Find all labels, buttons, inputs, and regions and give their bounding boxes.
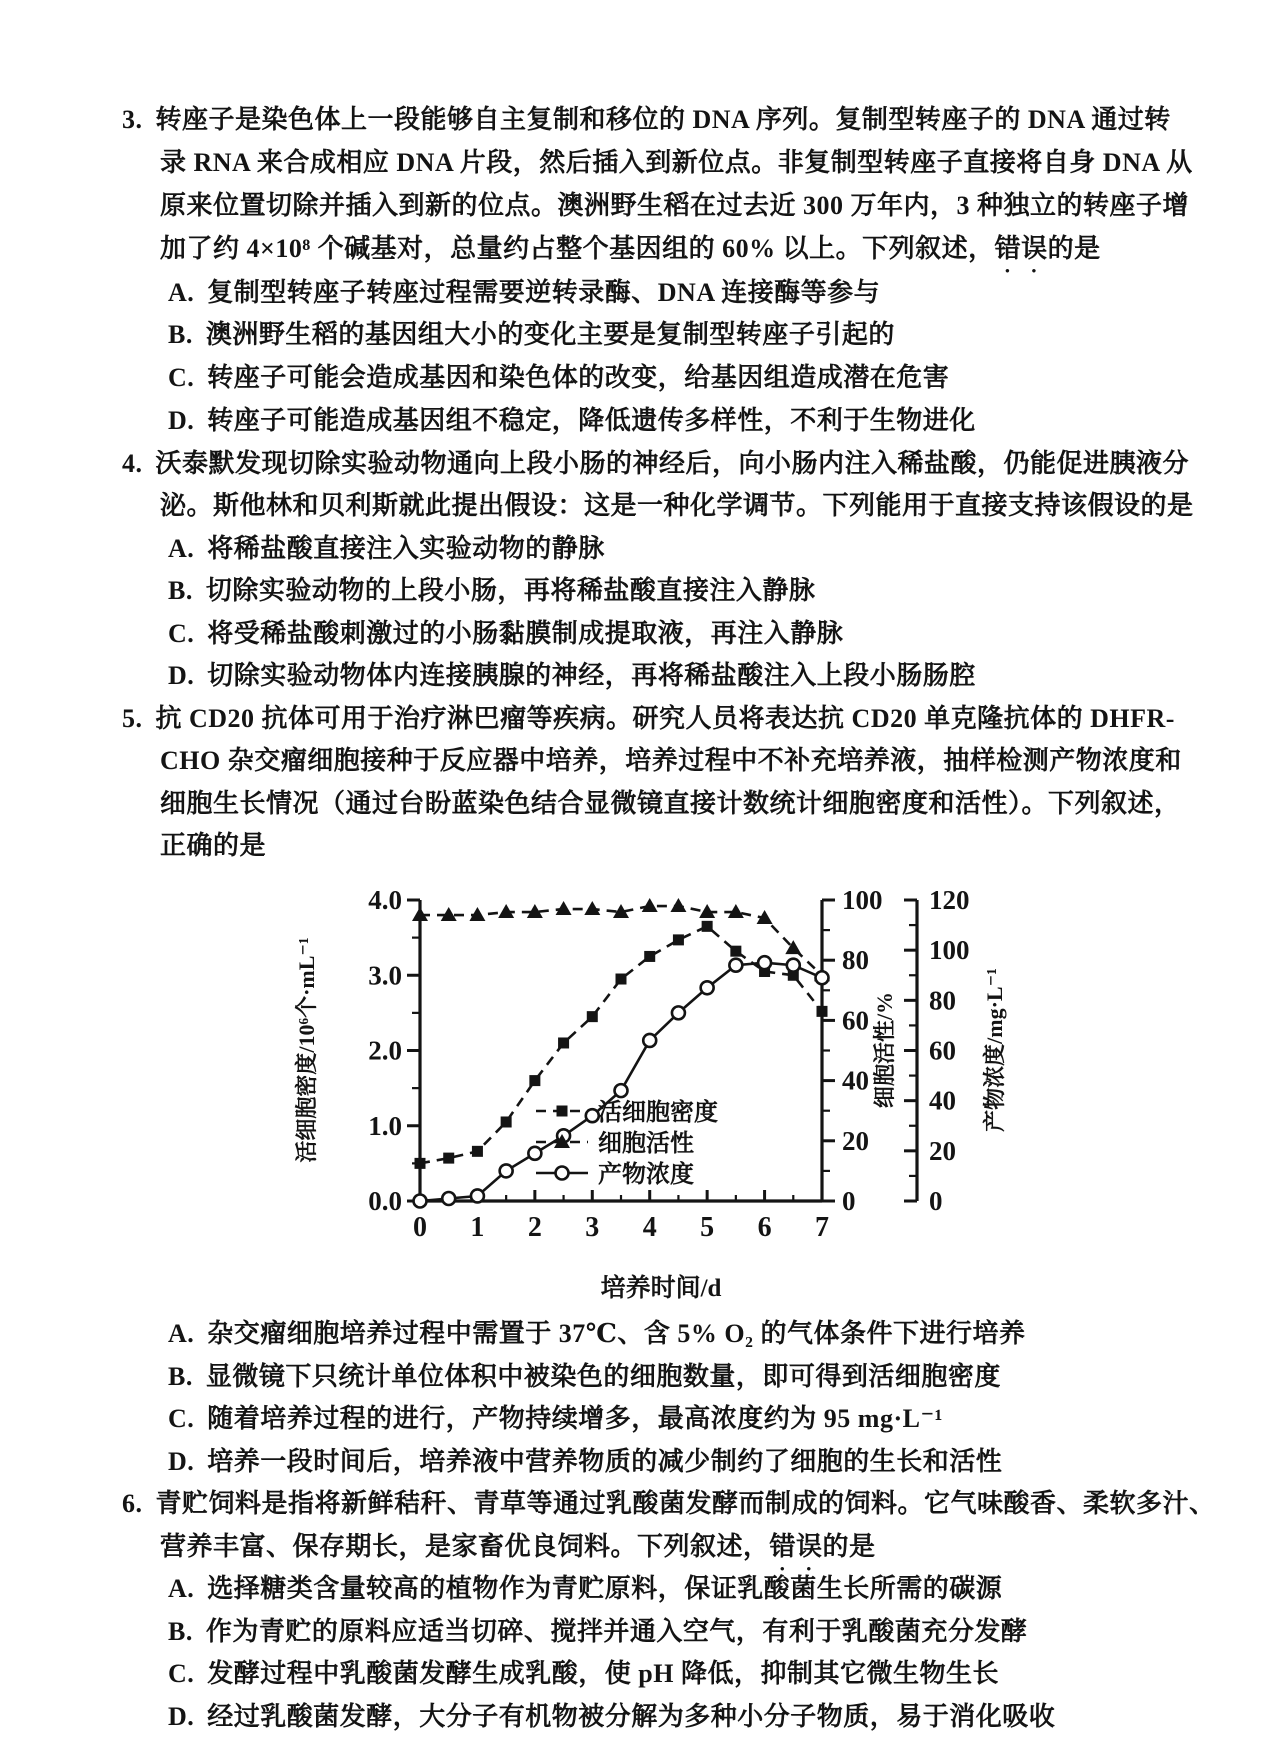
- svg-text:80: 80: [842, 945, 869, 976]
- q6-stem-line-1: 6. 青贮饲料是指将新鲜秸秆、青草等通过乳酸菌发酵而制成的饲料。它气味酸香、柔软多汁、: [122, 1487, 1216, 1533]
- svg-text:5: 5: [700, 1212, 715, 1243]
- svg-text:0.0: 0.0: [368, 1186, 402, 1216]
- q4-option-A: A. 将稀盐酸直接注入实验动物的静脉: [168, 534, 605, 563]
- q5-stem-line-4: 正确的是: [160, 831, 267, 860]
- q5-option-B: B. 显微镜下只统计单位体积中被染色的细胞数量，即可得到活细胞密度: [168, 1362, 1001, 1391]
- q4-option-C: C. 将受稀盐酸刺激过的小肠黏膜制成提取液，再注入静脉: [168, 619, 844, 648]
- q3-option-A: A. 复制型转座子转座过程需要逆转录酶、DNA 连接酶等参与: [168, 278, 881, 307]
- q3-stem-text-1: 转座子是染色体上一段能够自主复制和移位的 DNA 序列。复制型转座子的 DNA 通过转: [155, 105, 1171, 134]
- svg-text:1.0: 1.0: [368, 1110, 402, 1141]
- svg-text:细胞活性/%: 细胞活性/%: [872, 991, 897, 1109]
- svg-text:3: 3: [585, 1212, 600, 1243]
- growth-chart-svg: [280, 878, 1020, 1313]
- q3-stem-line-1: [122, 103, 1171, 149]
- q4-option-B: B. 切除实验动物的上段小肠，再将稀盐酸直接注入静脉: [168, 576, 816, 605]
- q3-stem-line-2: 录 RNA 来合成相应 DNA 片段，然后插入到新位点。非复制型转座子直接将自身 DNA 从: [160, 148, 1193, 177]
- q6-option-C: C. 发酵过程中乳酸菌发酵生成乳酸，使 pH 降低，抑制其它微生物生长: [168, 1659, 999, 1688]
- q3-option-B: B. 澳洲野生稻的基因组大小的变化主要是复制型转座子引起的: [168, 320, 895, 349]
- q6-option-D: D. 经过乳酸菌发酵，大分子有机物被分解为多种小分子物质，易于消化吸收: [168, 1702, 1056, 1731]
- svg-text:1: 1: [470, 1212, 485, 1243]
- svg-text:培养时间/d: 培养时间/d: [600, 1275, 722, 1302]
- svg-text:20: 20: [929, 1135, 956, 1166]
- q5-option-A: A. 杂交瘤细胞培养过程中需置于 37℃、含 5% O₂ 的气体条件下进行培养: [168, 1319, 1026, 1348]
- svg-text:0: 0: [929, 1186, 943, 1216]
- q5-number: 5.: [122, 704, 143, 733]
- svg-text:6: 6: [757, 1212, 772, 1243]
- q3-number: 3.: [122, 105, 143, 134]
- q6-option-A: A. 选择糖类含量较高的植物作为青贮原料，保证乳酸菌生长所需的碳源: [168, 1574, 1003, 1603]
- svg-text:120: 120: [929, 885, 970, 915]
- svg-text:产物浓度: 产物浓度: [598, 1162, 694, 1188]
- q6-number: 6.: [122, 1489, 143, 1518]
- q3-option-D: D. 转座子可能造成基因组不稳定，降低遗传多样性，不利于生物进化: [168, 406, 976, 435]
- svg-text:100: 100: [929, 935, 970, 966]
- svg-text:40: 40: [929, 1085, 956, 1116]
- svg-text:2.0: 2.0: [368, 1035, 402, 1066]
- q4-option-D: D. 切除实验动物体内连接胰腺的神经，再将稀盐酸注入上段小肠肠腔: [168, 661, 976, 690]
- svg-text:活细胞密度/10⁶个·mL⁻¹: 活细胞密度/10⁶个·mL⁻¹: [294, 937, 319, 1163]
- svg-text:细胞活性: 细胞活性: [598, 1131, 694, 1157]
- svg-text:60: 60: [842, 1005, 869, 1036]
- svg-text:60: 60: [929, 1035, 956, 1066]
- svg-text:0: 0: [413, 1212, 427, 1243]
- q6-stem-line-2: 营养丰富、保存期长，是家畜优良饲料。下列叙述，错误的是: [160, 1532, 876, 1561]
- q4-number: 4.: [122, 449, 143, 478]
- cell-culture-chart: [280, 878, 1020, 1313]
- q5-stem-line-1: 5. 抗 CD20 抗体可用于治疗淋巴瘤等疾病。研究人员将表达抗 CD20 单克隆抗体的 DHFR-: [122, 702, 1175, 748]
- svg-text:2: 2: [527, 1212, 542, 1243]
- svg-text:20: 20: [842, 1125, 869, 1156]
- svg-text:3.0: 3.0: [368, 960, 402, 991]
- q3-stem-line-4: 加了约 4×10⁸ 个碱基对，总量约占整个基因组的 60% 以上。下列叙述，错误的是: [160, 234, 1101, 263]
- svg-text:0: 0: [842, 1186, 856, 1216]
- svg-text:40: 40: [842, 1065, 869, 1096]
- q4-stem-line-1: 4. 沃泰默发现切除实验动物通向上段小肠的神经后，向小肠内注入稀盐酸，仍能促进胰液分: [122, 447, 1189, 493]
- q5-stem-line-3: 细胞生长情况（通过台盼蓝染色结合显微镜直接计数统计细胞密度和活性）。下列叙述，: [160, 789, 1181, 818]
- svg-text:活细胞密度: 活细胞密度: [598, 1100, 718, 1126]
- q3-option-C: C. 转座子可能会造成基因和染色体的改变，给基因组造成潜在危害: [168, 363, 950, 392]
- q4-stem-line-2: 泌。斯他林和贝利斯就此提出假设：这是一种化学调节。下列能用于直接支持该假设的是: [160, 491, 1194, 520]
- svg-text:7: 7: [815, 1212, 829, 1243]
- svg-text:4: 4: [642, 1212, 657, 1243]
- q6-option-B: B. 作为青贮的原料应适当切碎、搅拌并通入空气，有利于乳酸菌充分发酵: [168, 1617, 1028, 1646]
- svg-text:产物浓度/mg·L⁻¹: 产物浓度/mg·L⁻¹: [982, 968, 1007, 1132]
- svg-text:100: 100: [842, 885, 883, 915]
- q5-option-D: D. 培养一段时间后，培养液中营养物质的减少制约了细胞的生长和活性: [168, 1447, 1003, 1476]
- q3-stem-line-3: 原来位置切除并插入到新的位点。澳洲野生稻在过去近 300 万年内，3 种独立的转座子增: [160, 191, 1190, 220]
- q5-option-C: C. 随着培养过程的进行，产物持续增多，最高浓度约为 95 mg·L⁻¹: [168, 1404, 943, 1433]
- q5-stem-line-2: CHO 杂交瘤细胞接种于反应器中培养，培养过程中不补充培养液，抽样检测产物浓度和: [160, 746, 1182, 775]
- svg-text:4.0: 4.0: [368, 885, 402, 915]
- svg-text:80: 80: [929, 985, 956, 1016]
